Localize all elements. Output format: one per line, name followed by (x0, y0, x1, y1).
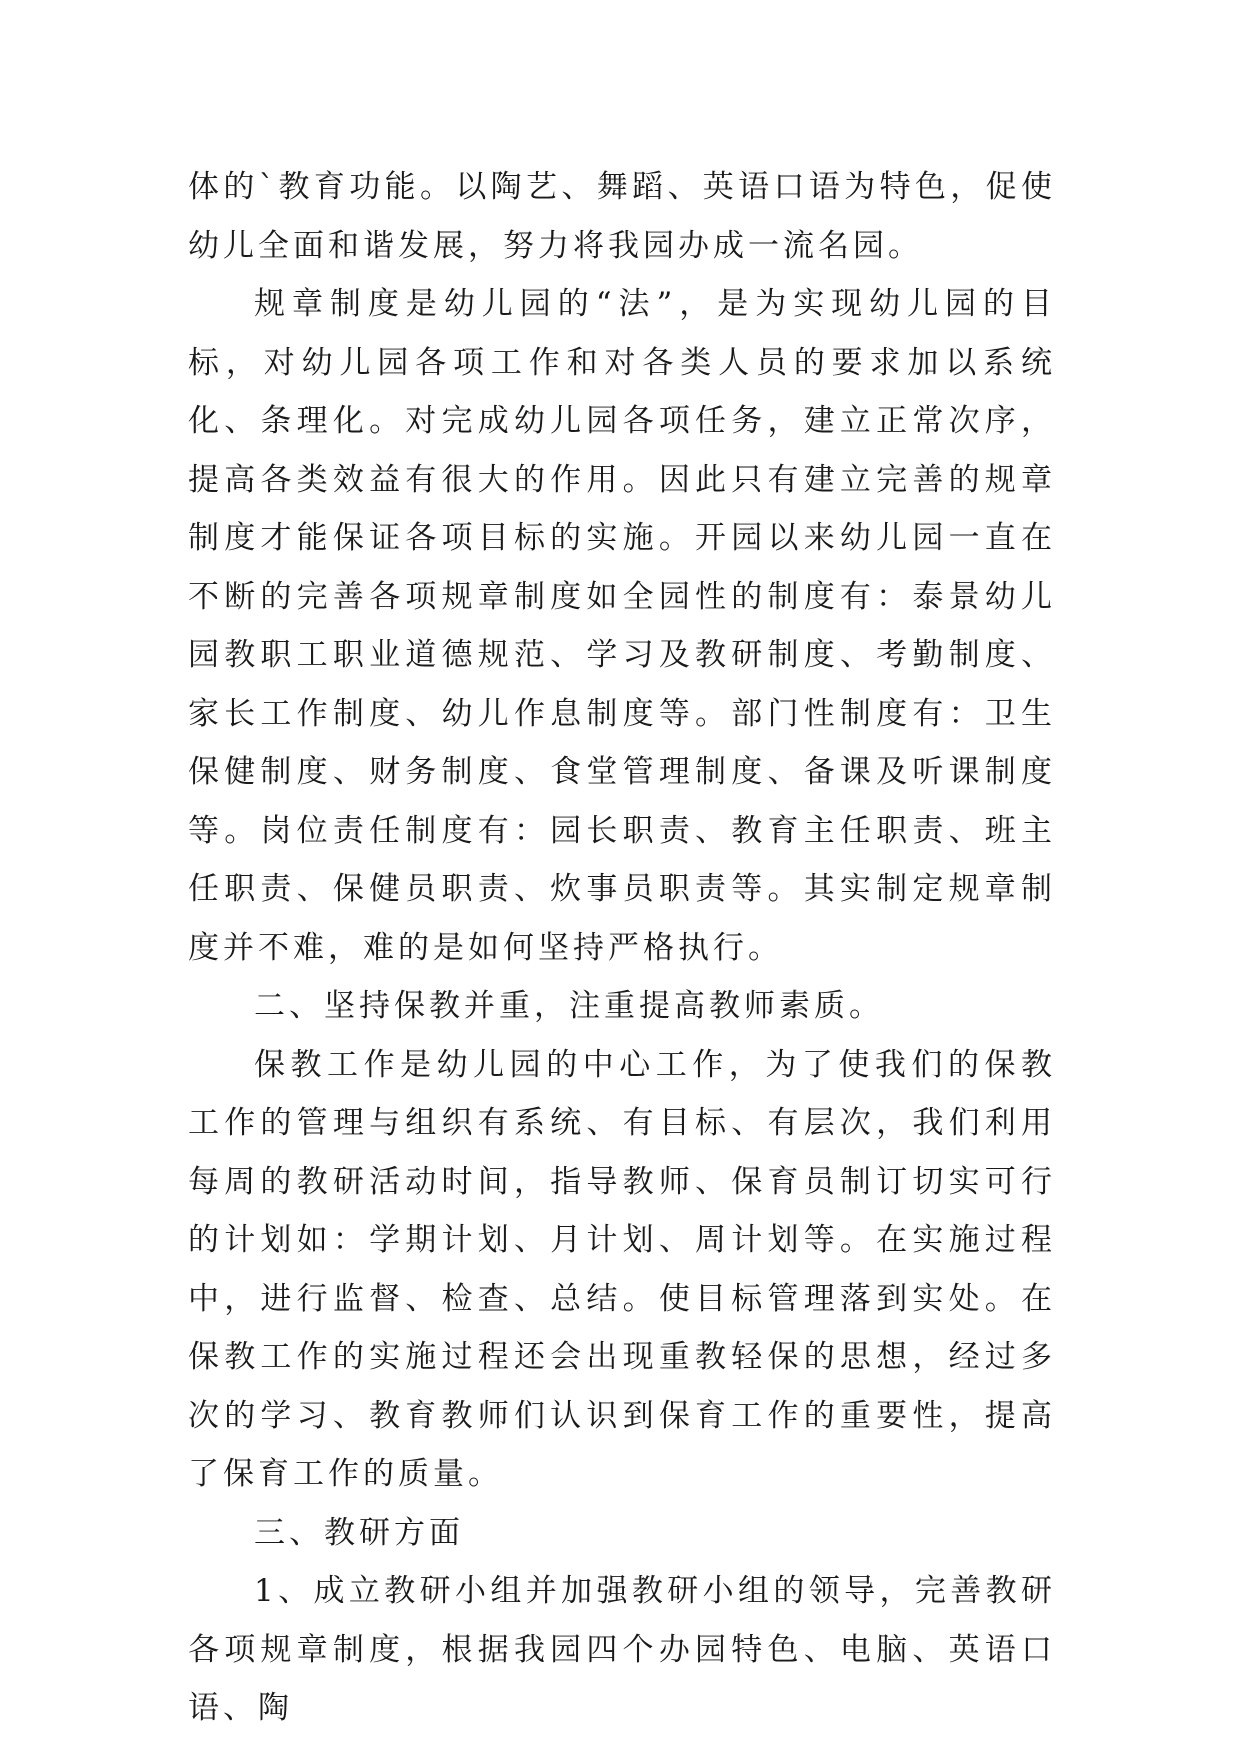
section-heading-3: 三、教研方面 (254, 1514, 464, 1551)
document-body (188, 158, 1056, 1738)
paragraph-3: 保教工作是幼儿园的中心工作，为了使我们的保教工作的管理与组织有系统、有目标、有层次，我们利用每周的教研活动时间，指导教师、保育员制订切实可行的计划如：学期计划、月计划、周计划等。在实施过程中，进行监督、检查、总结。使目标管理落到实处。在保教工作的实施过程还会出现重教轻保的思想，经过多次的学习、教育教师们认识到保育工作的重要性，提高了保育工作的质量。 (188, 1046, 1056, 1492)
paragraph-1: 体的`教育功能。以陶艺、舞蹈、英语口语为特色，促使幼儿全面和谐发展，努力将我园办成一流名园。 (188, 169, 1056, 264)
paragraph-4: 1、成立教研小组并加强教研小组的领导，完善教研各项规章制度，根据我园四个办园特色、电脑、英语口语、陶 (188, 1573, 1056, 1726)
paragraph-2: 规章制度是幼儿园的“法”，是为实现幼儿园的目标，对幼儿园各项工作和对各类人员的要求加以系统化、条理化。对完成幼儿园各项任务，建立正常次序，提高各类效益有很大的作用。因此只有建立完善的规章制度才能保证各项目标的实施。开园以来幼儿园一直在不断的完善各项规章制度如全园性的制度有：泰景幼儿园教职工职业道德规范、学习及教研制度、考勤制度、家长工作制度、幼儿作息制度等。部门性制度有：卫生保健制度、财务制度、食堂管理制度、备课及听课制度等。岗位责任制度有：园长职责、教育主任职责、班主任职责、保健员职责、炊事员职责等。其实制定规章制度并不难，难的是如何坚持严格执行。 (188, 286, 1056, 966)
section-heading-2: 二、坚持保教并重，注重提高教师素质。 (254, 988, 884, 1024)
